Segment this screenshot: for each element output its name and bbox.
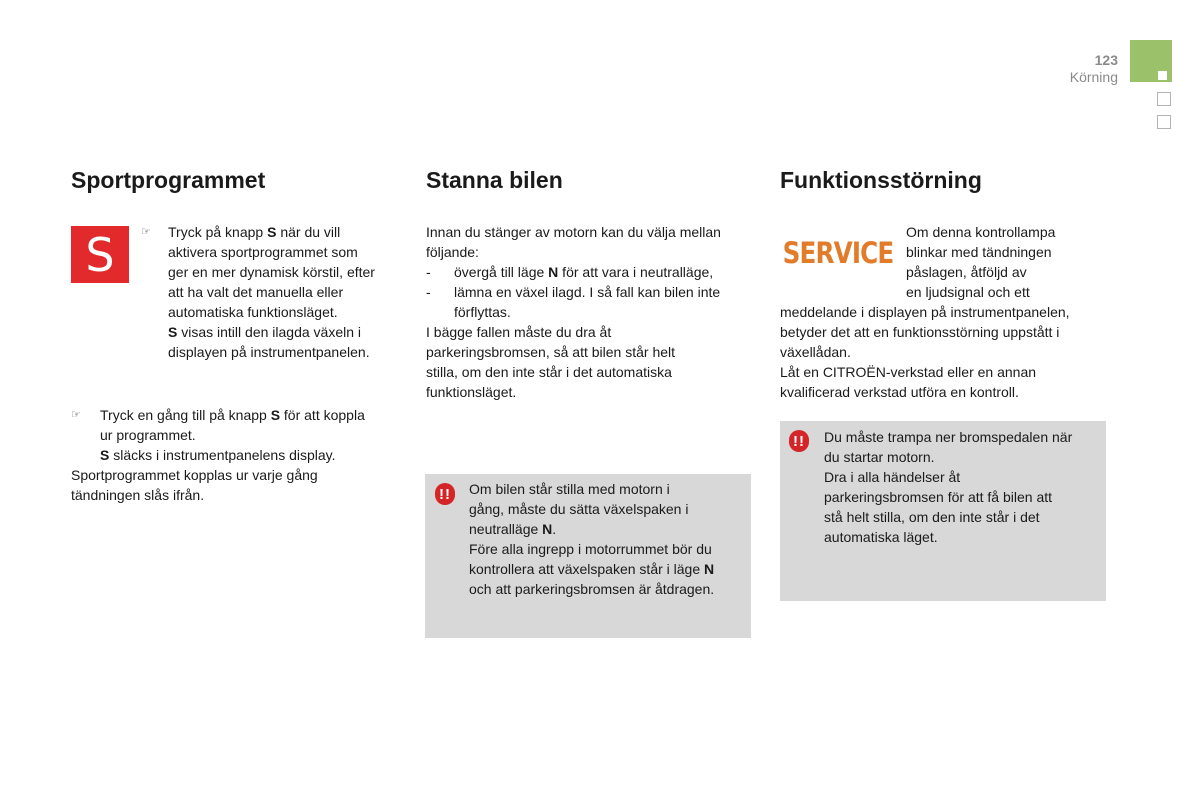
stop-car-text: Innan du stänger av motorn kan du välja mellan följande: - övergå till läge N för att vara i neutralläge, - lämna en växel ilagd. I så fall kan bilen inte förflyttas. I bägge fallen måste du dra åt parkeringsbromsen, så att bilen står helt stilla, om den inte står i det automatiska funktionsläget.: [426, 224, 721, 400]
pointer-bullet-icon: ☞: [141, 226, 151, 238]
chapter-tab-box: [1157, 115, 1171, 129]
heading-stanna-bilen: Stanna bilen: [426, 167, 563, 193]
warning-icon: !!: [789, 430, 809, 452]
warning-text-brake: Du måste trampa ner bromspedalen när du startar motorn. Dra i alla händelser åt parkeringsbromsen för att få bilen att stå helt stilla, om den inte står i det automatiska läget.: [824, 429, 1073, 545]
service-warning-icon: SERVICE: [782, 236, 894, 270]
warning-text-neutral: Om bilen står stilla med motorn i gång, måste du sätta växelspaken i neutralläge N. Före alla ingrepp i motorrummet bör du kontrollera att växelspaken står i läge N och att parkeringsbromsen är åtdragen.: [469, 481, 715, 597]
sport-s-icon: S: [71, 226, 129, 283]
pointer-bullet-icon: ☞: [71, 409, 81, 421]
heading-funktionsstorning: Funktionsstörning: [780, 167, 982, 193]
chapter-tab-marker: [1158, 71, 1167, 80]
chapter-tab-box: [1157, 92, 1171, 106]
sport-instruction-2: Tryck en gång till på knapp S för att koppla ur programmet. S släcks i instrumentpanelens display. Sportprogrammet kopplas ur varje gång tändningen slås ifrån.: [71, 407, 365, 503]
page-number: 123: [1094, 52, 1118, 68]
section-title: Körning: [1069, 69, 1118, 85]
heading-sportprogrammet: Sportprogrammet: [71, 167, 266, 193]
sport-instruction-1: Tryck på knapp S när du vill aktivera sportprogrammet som ger en mer dynamisk körstil, efter att ha valt det manuella eller automatiska funktionsläget. S visas intill den ilagda växeln i displayen på instrumentpanelen.: [168, 224, 375, 360]
warning-icon: !!: [435, 483, 455, 505]
service-side-text: Om denna kontrollampa blinkar med tändningen påslagen, åtföljd av en ljudsignal och ett: [906, 224, 1056, 300]
malfunction-text: meddelande i displayen på instrumentpanelen, betyder det att en funktionsstörning uppstått i växellådan. Låt en CITROËN-verkstad eller en annan kvalificerad verkstad utföra en kontroll.: [780, 304, 1070, 400]
